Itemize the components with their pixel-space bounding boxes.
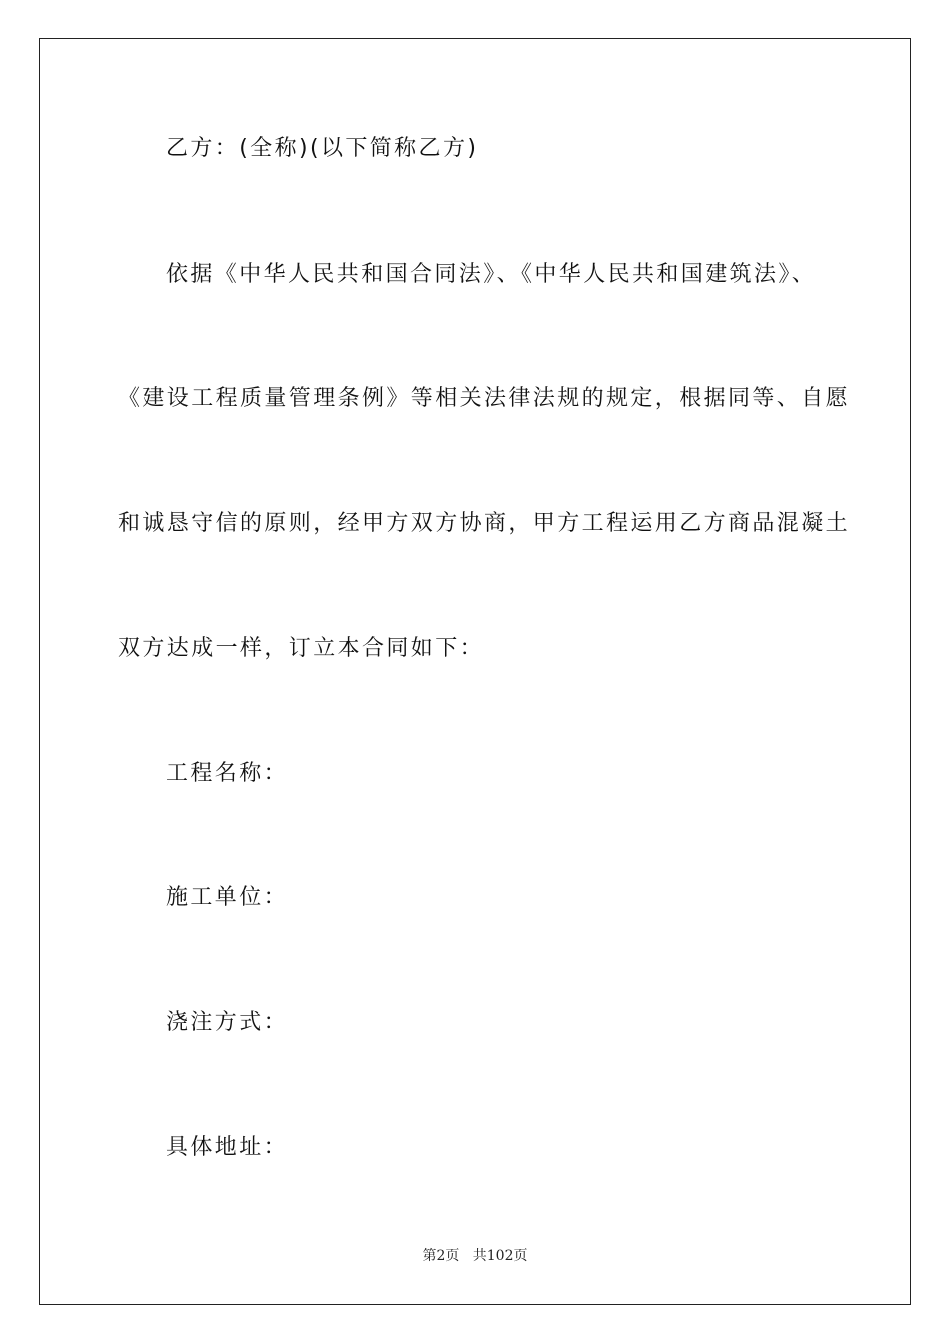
page-number: 第2页 [422,1248,460,1264]
construction-unit-field: 施工单位： [166,885,289,910]
page-total: 共102页 [472,1248,528,1264]
address-field: 具体地址： [166,1135,289,1160]
legal-basis-line-4: 双方达成一样，订立本合同如下： [118,636,485,661]
page-footer [0,1247,950,1265]
project-name-field: 工程名称： [166,761,289,786]
party-b-line: 乙方：(全称)(以下简称乙方) [166,136,479,161]
legal-basis-line-3: 和诚恳守信的原则，经甲方双方协商，甲方工程运用乙方商品混凝土 [118,511,851,536]
pouring-method-field: 浇注方式： [166,1010,289,1035]
legal-basis-line-2: 《建设工程质量管理条例》等相关法律法规的规定，根据同等、自愿 [118,386,851,411]
legal-basis-line-1: 依据《中华人民共和国合同法》、《中华人民共和国建筑法》、 [166,262,817,287]
page-border [39,38,911,1305]
